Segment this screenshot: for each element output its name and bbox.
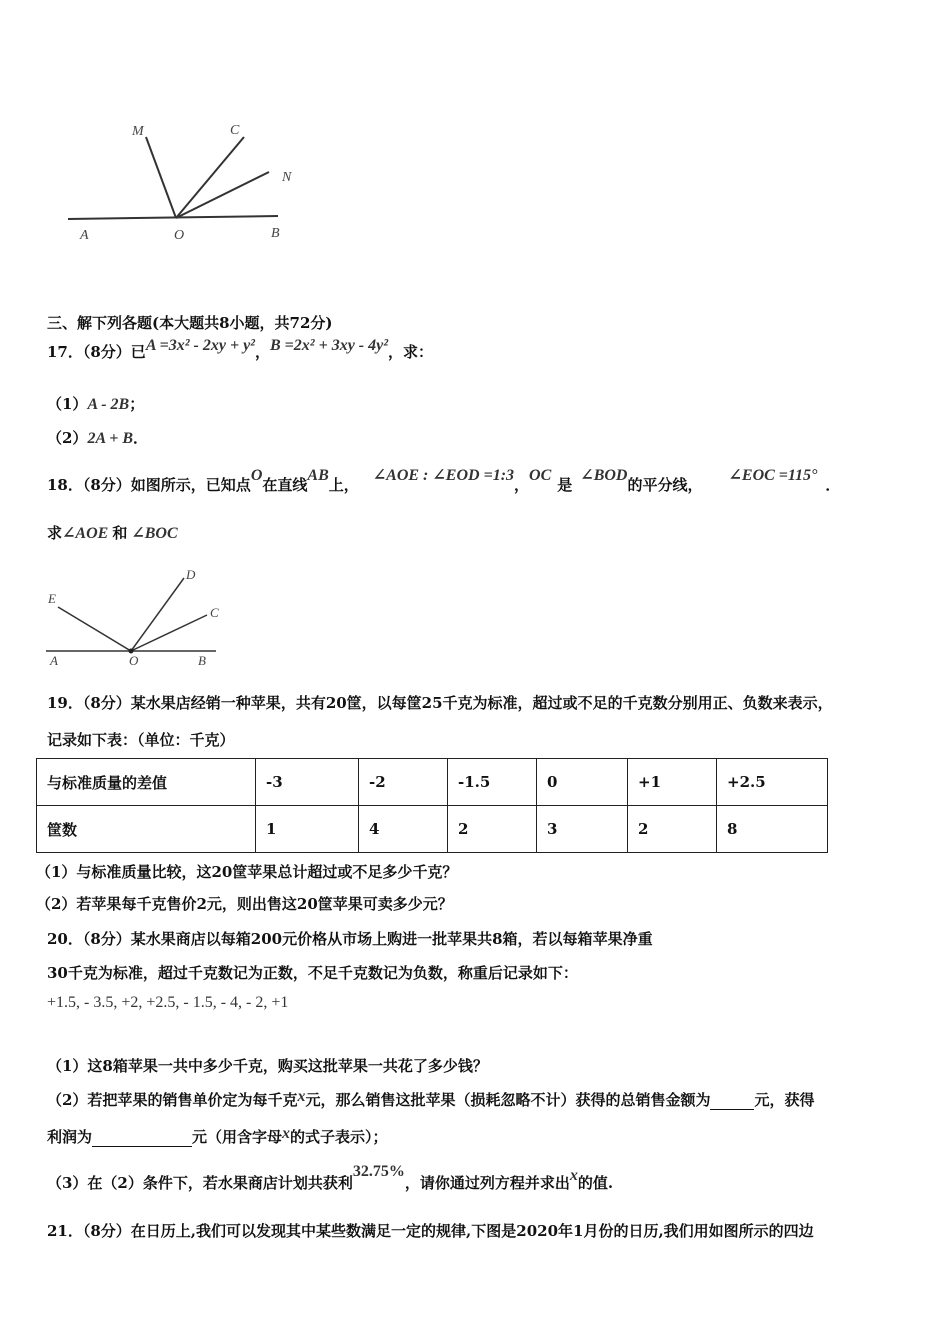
q20-part2 [47, 1089, 814, 1110]
q20-p2-var-x: x [297, 1088, 306, 1105]
q19-part2: （2）若苹果每千克售价2元，则出售这20筐苹果可卖多少元？ [36, 895, 453, 913]
q17-comma: ， [254, 343, 270, 361]
q20-p2-var-x2: x [282, 1125, 291, 1142]
ray-od [131, 578, 184, 651]
q17-lead: 17．（8分）已 [47, 343, 146, 361]
q21-line1: 21．（8分）在日历上,我们可以发现其中某些数满足一定的规律,下图是2020年1月份的日历,我们用如图所示的四边 [47, 1222, 814, 1240]
q18-ask-a: 求 [47, 524, 63, 542]
label-o: O [174, 228, 185, 243]
q17-ask: ，求： [388, 343, 434, 361]
table-cell: -2 [359, 759, 448, 806]
table-cell: -1.5 [448, 759, 537, 806]
label-d: D [186, 567, 196, 582]
q20-p2-e: 元（用含字母 [192, 1128, 283, 1146]
q20-p3-percent: 32.75% [352, 1163, 405, 1180]
table-cell: 3 [537, 806, 628, 853]
q18-angle-aoe: ∠AOE [62, 525, 109, 542]
q17-part1 [47, 393, 144, 414]
ray-om [146, 137, 176, 218]
q17-p1-end: ； [129, 395, 145, 413]
angle-figure-eodcb [40, 565, 230, 670]
q17-p2-end: ． [133, 429, 149, 447]
label-e: E [48, 591, 56, 606]
q18-line-ab: AB [307, 467, 329, 484]
q17-p2-label: （2） [47, 429, 88, 447]
q18-t1: 在直线 [262, 476, 308, 494]
line-ab [68, 216, 278, 219]
table-cell: -3 [256, 759, 359, 806]
q20-part1: （1）这8箱苹果一共中多少千克，购买这批苹果一共花了多少钱？ [47, 1057, 488, 1075]
q17-p1-expr: A - 2B [87, 396, 130, 413]
q18-angle-boc: ∠BOC [131, 525, 178, 542]
q18-t3: ， [514, 476, 530, 494]
q18-ask-b: 和 [112, 524, 128, 542]
q20-p2-c: 元，获得 [754, 1091, 815, 1109]
table-cell: 8 [717, 806, 828, 853]
q20-p2-a: （2）若把苹果的销售单价定为每千克 [47, 1091, 298, 1109]
label-c-2: C [210, 605, 219, 620]
q18-ask [47, 522, 178, 543]
q20-p3-b: ，请你通过列方程并求出 [404, 1174, 570, 1192]
q20-p2-f: 的式子表示）； [290, 1128, 388, 1146]
table-row [37, 759, 828, 806]
table-cell: 2 [448, 806, 537, 853]
q19-line1: 19．（8分）某水果店经销一种苹果，共有20筐，以每筐25千克为标准，超过或不足的千克数分别用正、负数来表示， [47, 694, 833, 712]
q20-line1: 20．（8分）某水果商店以每箱200元价格从市场上购进一批苹果共8箱，若以每箱苹果净重 [47, 930, 653, 948]
label-n: N [282, 170, 292, 185]
q20-line2: 30千克为标准，超过千克数记为正数，不足千克数记为负数，称重后记录如下： [47, 964, 578, 982]
table-cell: +1 [628, 759, 717, 806]
section-title: 三、解下列各题(本大题共8小题，共72分) [47, 314, 333, 332]
q17-p1-label: （1） [47, 395, 88, 413]
angle-figure-mocnb [60, 115, 310, 250]
q18-t4: 是 [557, 476, 573, 494]
q19-line2: 记录如下表：（单位：千克） [47, 731, 235, 749]
label-a-2: A [50, 653, 58, 668]
q18-ratio: ∠AOE : ∠EOD =1:3 [372, 467, 515, 484]
q20-p2-b: 元，那么销售这批苹果（损耗忽略不计）获得的总销售金额为 [305, 1091, 711, 1109]
label-o-2: O [129, 653, 139, 668]
table-row [37, 806, 828, 853]
table-cell: 1 [256, 806, 359, 853]
q20-data-line: +1.5, - 3.5, +2, +2.5, - 1.5, - 4, - 2, +1 [47, 994, 289, 1011]
label-c: C [230, 123, 240, 138]
q20-p3-var-x: x [569, 1167, 578, 1184]
q18-t5: 的平分线， [627, 476, 703, 494]
ray-on [176, 172, 269, 218]
table-cell: +2.5 [717, 759, 828, 806]
ray-oc [176, 137, 244, 218]
q17-part2 [47, 427, 148, 448]
q20-part3 [47, 1163, 614, 1193]
q18-t2: 上， [328, 476, 359, 494]
ray-oe [58, 607, 131, 651]
q20-part2-cont [47, 1126, 388, 1147]
label-m: M [132, 124, 144, 139]
table-row-header: 与标准质量的差值 [37, 759, 256, 806]
q18-oc: OC [529, 467, 552, 484]
q18-stem [47, 467, 841, 495]
q18-lead: 18．（8分）如图所示，已知点 [47, 476, 251, 494]
weight-difference-table [36, 758, 828, 853]
q17-p2-expr: 2A + B [87, 430, 134, 447]
table-cell: 4 [359, 806, 448, 853]
ray-oc-2 [131, 615, 207, 651]
table-cell: 2 [628, 806, 717, 853]
q20-p3-a: （3）在（2）条件下，若水果商店计划共获利 [47, 1174, 353, 1192]
q18-t6: ． [825, 476, 841, 494]
q17-stem [47, 337, 434, 362]
q18-bod: ∠BOD [580, 467, 628, 484]
table-row-header: 筐数 [37, 806, 256, 853]
label-a: A [80, 228, 89, 243]
answer-blank-profit[interactable] [92, 1146, 192, 1147]
q20-p2-d: 利润为 [47, 1128, 93, 1146]
q17-expr-b: B =2x² + 3xy - 4y² [269, 337, 389, 354]
table-cell: 0 [537, 759, 628, 806]
label-b: B [271, 226, 280, 241]
answer-blank-revenue[interactable] [710, 1109, 754, 1110]
q19-part1: （1）与标准质量比较，这20筐苹果总计超过或不足多少千克？ [36, 863, 458, 881]
q17-expr-a: A =3x² - 2xy + y² [145, 337, 255, 354]
q20-p3-c: 的值. [577, 1174, 614, 1192]
label-b-2: B [198, 653, 206, 668]
q18-eoc: ∠EOC =115° [728, 467, 818, 484]
q18-point-o: O [250, 467, 263, 484]
